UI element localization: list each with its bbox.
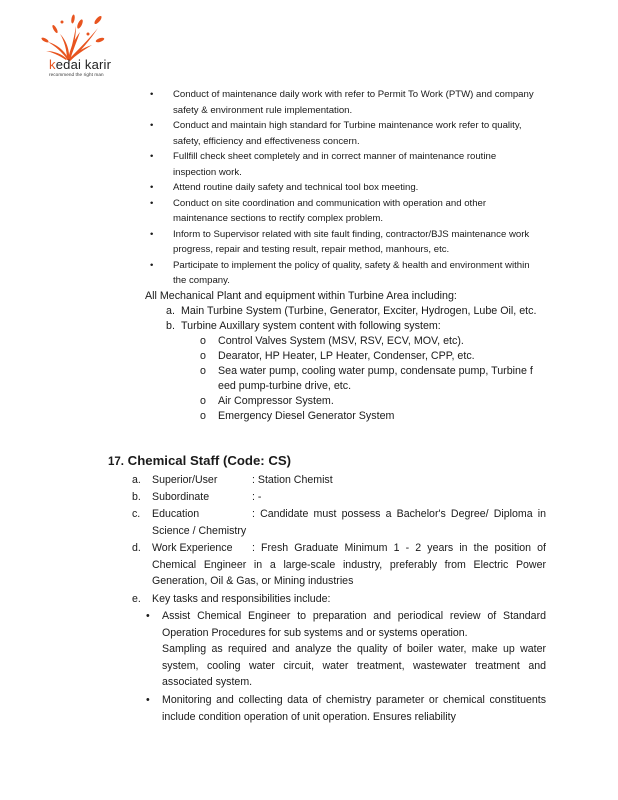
work-experience-row: d. Work Experience : Fresh Graduate Minimum 1 - 2 years in the position of Chemical Engineer in a large-scale industry, preferably from Electric Power Generation, Oil & Gas, or Mining industries	[132, 542, 546, 588]
scope-item-b: Turbine Auxillary system content with following system:	[181, 320, 441, 332]
chemical-task-item: • Assist Chemical Engineer to preparation and periodical review of Standard Operation Procedures for sub systems and or systems operation.	[146, 610, 546, 639]
scope-item-a: Main Turbine System (Turbine, Generator, Exciter, Hydrogen, Lube Oil, etc.	[181, 305, 537, 317]
list-item: • Inform to Supervisor related with site fault finding, contractor/BJS maintenance work progress, repair and testing result, repair method, manhours, etc.	[150, 228, 530, 255]
bullet-icon: •	[150, 182, 154, 193]
bullet-icon: •	[150, 228, 154, 240]
subsystem-item: Air Compressor System.	[218, 395, 334, 407]
scope-item-b-label: b.	[166, 320, 175, 332]
circle-bullet-icon: o	[200, 365, 206, 377]
bullet-icon: •	[150, 259, 154, 271]
bullet-icon: •	[146, 610, 150, 622]
education-row: c. Education : Candidate must possess a Bachelor's Degree/ Diploma in Science / Chemistry	[132, 508, 546, 537]
superior-user-row: a. Superior/User : Station Chemist	[132, 474, 333, 486]
bullet-icon: •	[146, 694, 150, 706]
turbine-task-list	[150, 87, 540, 289]
key-tasks-row: e. Key tasks and responsibilities include:	[132, 593, 331, 605]
list-item: • Fullfill check sheet completely and in correct manner of maintenance routine inspection work.	[150, 151, 497, 178]
list-item: • Conduct of maintenance daily work with refer to Permit To Work (PTW) and company safety & environment rule implementation.	[150, 89, 534, 116]
bullet-icon: •	[150, 120, 154, 131]
circle-bullet-icon: o	[200, 410, 206, 422]
subsystem-item: Sea water pump, cooling water pump, condensate pump, Turbine f	[218, 365, 533, 377]
subsystem-item: Emergency Diesel Generator System	[218, 410, 395, 422]
list-item: • Conduct and maintain high standard for Turbine maintenance work refer to quality, safety, efficiency and effectiveness concern.	[150, 120, 522, 147]
subordinate-row: b. Subordinate : -	[132, 491, 262, 503]
chemical-task-item: • Monitoring and collecting data of chemistry parameter or chemical constituents include condition operation of unit operation. Ensures reliability	[146, 694, 546, 723]
bullet-icon: •	[150, 89, 154, 100]
list-item: • Participate to implement the policy of quality, safety & health and environment within the company.	[150, 259, 530, 286]
circle-bullet-icon: o	[200, 335, 206, 347]
bullet-icon: •	[150, 151, 154, 162]
scope-item-a-label: a.	[166, 305, 175, 317]
chemical-task-item-continued: Sampling as required and analyze the quality of boiler water, make up water system, cooling water circuit, water treatment, wastewater treatment and associated system.	[162, 643, 546, 689]
logo-brand-name: kedai karir	[49, 57, 112, 72]
list-item: • Conduct on site coordination and communication with operation and other maintenance sections to rectify complex problem.	[150, 197, 487, 224]
bullet-icon: •	[150, 197, 154, 209]
subsystem-item: Control Valves System (MSV, RSV, ECV, MOV, etc).	[218, 335, 464, 347]
subsystem-item-continued: eed pump-turbine drive, etc.	[218, 380, 352, 392]
circle-bullet-icon: o	[200, 350, 206, 362]
subsystem-item: Dearator, HP Heater, LP Heater, Condenser, CPP, etc.	[218, 350, 475, 362]
circle-bullet-icon: o	[200, 395, 206, 407]
section-heading: 17. Chemical Staff (Code: CS)	[108, 453, 292, 468]
logo-tagline: recommend the right man	[49, 72, 104, 77]
scope-intro: All Mechanical Plant and equipment within Turbine Area including:	[145, 290, 457, 302]
list-item: • Attend routine daily safety and technical tool box meeting.	[150, 180, 540, 196]
